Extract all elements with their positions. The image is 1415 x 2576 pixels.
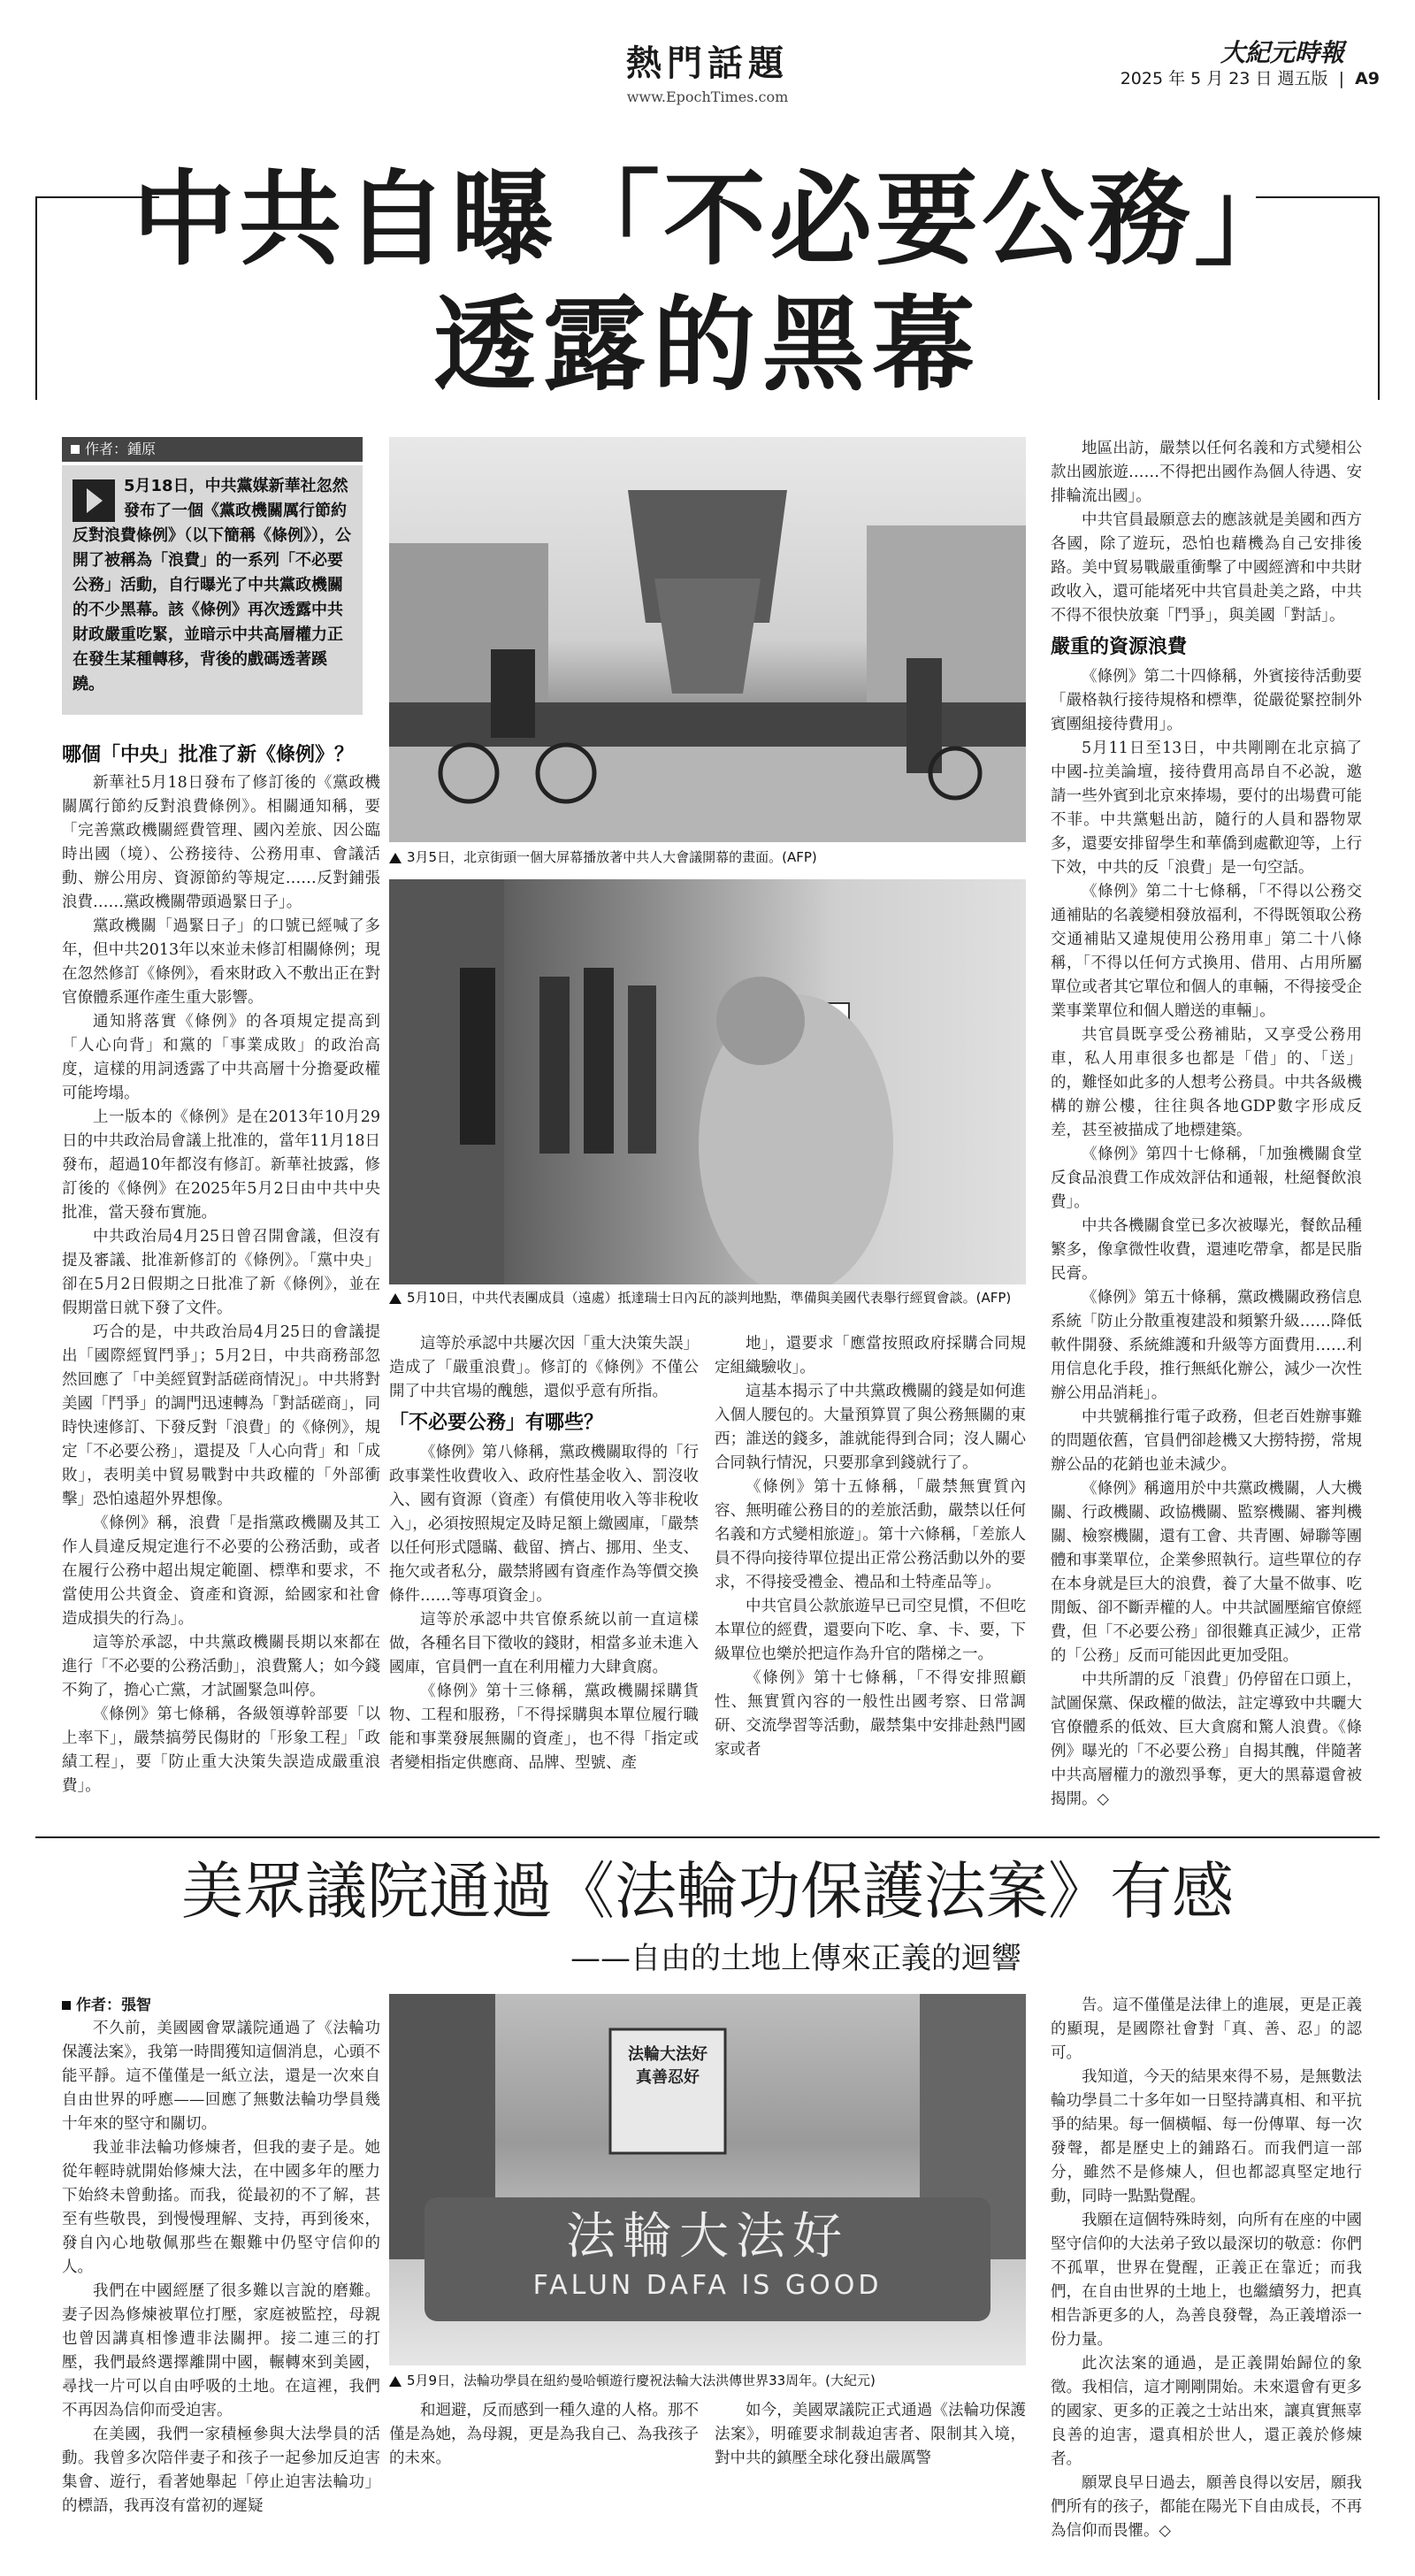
photo-beijing-screen (389, 437, 1026, 842)
article2-column-4 (1051, 1994, 1362, 2551)
paragraph: 5月11日至13日，中共剛剛在北京搞了中國-拉美論壇，接待費用高昂自不必說，邀請一些外賓到北京來捧場，要付的出場費可能不菲。中共黨魁出訪，隨行的人員和器物眾多，還要安排留學生和華僑到處歡迎等，上行下效，中共的反「浪費」是一句空話。 (1051, 740, 1362, 877)
page-number: A9 (1355, 69, 1380, 88)
headline-frame-right-v (1378, 196, 1380, 400)
paragraph: 巧合的是，中共政治局4月25日的會議提出「國際經貿鬥爭」；5月2日，中共商務部忽然回應了「中美經貿對話磋商情況」。中共將對美國「鬥爭」的調門迅速轉為「對話磋商」，同時快速修訂、下發反對「浪費」的《條例》，規定「不必要公務」，還提及「人心向背」和「成敗」，表明美中貿易戰對中共政權的「外部衝擊」恐怕遠超外界想像。 (62, 1323, 380, 1508)
brand-logo: 大紀元時報 (1220, 38, 1344, 67)
paragraph: 和迴避，反而感到一種久違的人格。那不僅是為她，為母親，更是為我自己、為我孩子的未來。 (389, 2402, 699, 2467)
paragraph: 中共所謂的反「浪費」仍停留在口頭上，試圖保黨、保政權的做法，註定導致中共曬大官僚體系的低效、巨大貪腐和驚人浪費。《條例》曝光的「不必要公務」自揭其醜，伴隨著中共高層權力的激烈爭奪，更大的黑幕還會被揭開。◇ (1051, 1671, 1362, 1808)
subhead-which-central: 哪個「中央」批准了新《條例》？ (62, 744, 355, 766)
headline-frame-left-v (35, 196, 37, 400)
paragraph: 《條例》第八條稱，黨政機關取得的「行政事業性收費收入、政府性基金收入、罰沒收入、國有資源（資產）有償使用收入等非稅收入」，必須按照規定及時足額上繳國庫，「嚴禁以任何形式隱瞞、截留、擠占、挪用、坐支、拖欠或者私分，嚴禁將國有資產作為等價交換條件……等專項資金」。 (389, 1444, 699, 1605)
article2-author: 作者：張智 (62, 1994, 380, 2017)
photo2-caption: 5月10日，中共代表團成員（遠處）抵達瑞士日內瓦的談判地點，準備與美國代表舉行經貿會談。(AFP) (389, 1288, 1026, 1307)
parade-banner-text-en: FALUN DAFA IS GOOD (532, 2270, 883, 2301)
website-url: www.EpochTimes.com (626, 88, 789, 105)
photo3-caption: 5月9日，法輪功學員在紐約曼哈頓遊行慶祝法輪大法洪傳世界33周年。(大紀元) (389, 2371, 1026, 2390)
paragraph: 這基本揭示了中共黨政機關的錢是如何進入個人腰包的。大量預算買了與公務無關的東西；誰送的錢多，誰就能得到合同；沒人關心合同執行情況，只要那拿到錢就行了。 (715, 1383, 1026, 1472)
paragraph: 我們在中國經歷了很多難以言說的磨難。妻子因為修煉被單位打壓，家庭被監控，母親也曾因講真相慘遭非法關押。接二連三的打壓，我們最終選擇離開中國，輾轉來到美國，尋找一片可以自由呼吸的土地。在這裡，我們不再因為信仰而受迫害。 (62, 2282, 380, 2419)
paragraph: 我並非法輪功修煉者，但我的妻子是。她從年輕時就開始修煉大法，在中國多年的壓力下始終未曾動搖。而我，從最初的不了解，甚至有些敬畏，到慢慢理解、支持，再到後來，發自內心地敬佩那些在艱難中仍堅守信仰的人。 (62, 2139, 380, 2276)
paragraph: 《條例》第五十條稱，黨政機關政務信息系統「防止分散重複建設和頻繁升級……降低軟件開發、系統維護和升級等方面費用……利用信息化手段，推行無紙化辦公，減少一次性辦公用品消耗」。 (1051, 1289, 1362, 1402)
paragraph: 不久前，美國國會眾議院通過了《法輪功保護法案》，我第一時間獲知這個消息，心頭不能平靜。這不僅僅是一紙立法，還是一次來自自由世界的呼應——回應了無數法輪功學員幾十年來的堅守和關切。 (62, 2020, 380, 2133)
paragraph: 通知將落實《條例》的各項規定提高到「人心向背」和黨的「事業成敗」的政治高度，這樣的用詞透露了中共高層十分擔憂政權可能垮塌。 (62, 1013, 380, 1102)
paragraph: 《條例》第十七條稱，「不得安排照顧性、無實質內容的一般性出國考察、日常調研、交流學習等活動，嚴禁集中安排赴熱門國家或者 (715, 1669, 1026, 1759)
paragraph: 《條例》稱適用於中共黨政機關，人大機關、行政機關、政協機關、監察機關、審判機關、檢察機關，還有工會、共青團、婦聯等團體和事業單位，企業參照執行。這些單位的存在本身就是巨大的浪費，養了大量不做事、吃閒飯、卻不斷弄權的人。中共試圖壓縮官僚經費，但「不必要公務」卻很難真正減少，正常的「公務」反而可能因此更加受阻。 (1051, 1480, 1362, 1665)
paragraph: 《條例》第七條稱，各級領導幹部要「以上率下」，嚴禁搞勞民傷財的「形象工程」「政績工程」，要「防止重大決策失誤造成嚴重浪費」。 (62, 1706, 380, 1795)
paragraph: 中共官員公款旅遊早已司空見慣，不但吃本單位的經費，還要向下吃、拿、卡、要，下級單位也樂於把這作為升官的階梯之一。 (715, 1598, 1026, 1663)
lede-arrow-icon (73, 479, 115, 522)
paragraph: 共官員既享受公務補貼，又享受公務用車，私人用車很多也都是「借」的、「送」的，難怪如此多的人想考公務員。中共各級機構的辦公樓，往往與各地GDP數字形成反差，甚至被描成了地標建築。 (1051, 1026, 1362, 1139)
paragraph: 這等於承認中共官僚系統以前一直這樣做，各種名目下徵收的錢財，相當多並未進入國庫，官員們一直在利用權力大肆貪腐。 (389, 1611, 699, 1676)
date-text: 2025 年 5 月 23 日 週五版 (1120, 69, 1328, 88)
paragraph: 中共官員最願意去的應該就是美國和西方各國，除了遊玩，恐怕也藉機為自己安排後路。美中貿易戰嚴重衝擊了中國經濟和中共財政收入，還可能堵死中共官員赴美之路，中共不得不很快放棄「鬥爭」，與美國「對話」。 (1051, 511, 1362, 625)
paragraph: 上一版本的《條例》是在2013年10月29日的中共政治局會議上批准的，當年11月18日發布，超過10年都沒有修訂。新華社披露，修訂後的《條例》在2025年5月2日由中共中央批准，當天發布實施。 (62, 1108, 380, 1222)
paragraph: 《條例》第四十七條稱，「加強機關食堂反食品浪費工作成效評估和通報，杜絕餐飲浪費」。 (1051, 1146, 1362, 1211)
subhead-unnecessary-affairs: 「不必要公務」有哪些？ (389, 1412, 604, 1434)
article2-column-1 (62, 2017, 380, 2548)
issue-date: 2025 年 5 月 23 日 週五版 | A9 (1120, 69, 1380, 88)
parade-sign-text: 法輪大法好 真善忍好 (628, 2045, 708, 2087)
paragraph: 在美國，我們一家積極參與大法學員的活動。我曾多次陪伴妻子和孩子一起參加反迫害集會、遊行，看著她舉起「停止迫害法輪功」的標語，我再沒有當初的遲疑 (62, 2426, 380, 2515)
paragraph: 中共政治局4月25日曾召開會議，但沒有提及審議、批准新修訂的《條例》。「黨中央」卻在5月2日假期之日批准了新《條例》，並在假期當日就下發了文件。 (62, 1228, 380, 1317)
paragraph: 《條例》第十五條稱，「嚴禁無實質內容、無明確公務目的的差旅活動，嚴禁以任何名義和方式變相旅遊」。第十六條稱，「差旅人員不得向接待單位提出正常公務活動以外的要求，不得接受禮金、禮品和土特產品等」。 (715, 1478, 1026, 1591)
article-divider (35, 1836, 1380, 1838)
paragraph: 《條例》第二十四條稱，外賓接待活動要「嚴格執行接待規格和標準，從嚴從緊控制外賓團組接待費用」。 (1051, 668, 1362, 733)
paragraph: 告。這不僅僅是法律上的進展，更是正義的顯現，是國際社會對「真、善、忍」的認可。 (1051, 1997, 1362, 2062)
paragraph: 黨政機關「過緊日子」的口號已經喊了多年，但中共2013年以來並未修訂相關條例；現在忽然修訂《條例》，看來財政入不敷出正在對官僚體系運作產生重大影響。 (62, 917, 380, 1007)
paragraph: 此次法案的通過，是正義開始歸位的象徵。我相信，這才剛剛開始。未來還會有更多的國家、更多的正義之士站出來，讓真實無辜良善的迫害，還真相於世人，還正義於修煉者。 (1051, 2355, 1362, 2468)
photo-falun-parade (389, 1994, 1026, 2365)
paragraph: 地區出訪，嚴禁以任何名義和方式變相公款出國旅遊……不得把出國作為個人待遇、安排輪流出國」。 (1051, 440, 1362, 505)
paragraph: 我願在這個特殊時刻，向所有在座的中國堅守信仰的大法弟子致以最深切的敬意：你們不孤單，世界在覺醒，正義正在靠近；而我們，在自由世界的土地上，也繼續努力，把真相告訴更多的人，為善良發聲，為正義增添一份力量。 (1051, 2212, 1362, 2349)
photo-geneva-delegation (389, 879, 1026, 1284)
article1-column-4 (1051, 437, 1362, 1817)
lede-text: 5月18日，中共黨媒新華社忽然發布了一個《黨政機關厲行節約反對浪費條例》（以下簡稱《條例》），公開了被稱為「浪費」的一系列「不必要公務」活動，自行曝光了中共黨政機關的不少黑幕。該《條例》再次透露中共財政嚴重吃緊，並暗示中共高層權力正在發生某種轉移，背後的戲碼透著蹊蹺。 (73, 477, 351, 694)
paragraph: 《條例》第十三條稱，黨政機關採購貨物、工程和服務，「不得採購與本單位履行職能和事業發展無關的資產」，也不得「指定或者變相指定供應商、品牌、型號、產 (389, 1683, 699, 1772)
paragraph: 《條例》第二十七條稱，「不得以公務交通補貼的名義變相發放福利，不得既領取公務交通補貼又違規使用公務用車」第二十八條稱，「不得以任何方式換用、借用、占用所屬單位或者其它單位和個人的車輛，不得接受企業事業單位和個人贈送的車輛」。 (1051, 883, 1362, 1020)
paragraph: 願眾良早日過去，願善良得以安居，願我們所有的孩子，都能在陽光下自由成長，不再為信仰而畏懼。◇ (1051, 2474, 1362, 2540)
paragraph: 這等於承認，中共黨政機關長期以來都在進行「不必要的公務活動」，浪費驚人；如今錢不夠了，擔心亡黨，才試圖緊急叫停。 (62, 1634, 380, 1699)
paragraph: 《條例》稱，浪費「是指黨政機關及其工作人員違反規定進行不必要的公務活動，或者在履行公務中超出規定範圍、標準和要求，不當使用公共資金、資產和資源，給國家和社會造成損失的行為」。 (62, 1514, 380, 1628)
article2-column-2 (389, 2399, 699, 2558)
paragraph: 地」，還要求「應當按照政府採購合同規定組織驗收」。 (715, 1335, 1026, 1376)
paragraph: 中共號稱推行電子政務，但老百姓辦事難的問題依舊，官員們卻趁機又大撈特撈，常規辦公品的花銷也並未減少。 (1051, 1408, 1362, 1474)
subhead-resource-waste: 嚴重的資源浪費 (1051, 636, 1188, 658)
section-title: 熱門話題 (626, 43, 789, 84)
author-name: 作者：鍾原 (85, 441, 157, 457)
article2-column-3 (715, 2399, 1026, 2558)
parade-banner-text: 法輪大法好 (566, 2208, 849, 2266)
paragraph: 這等於承認中共屢次因「重大決策失誤」造成了「嚴重浪費」。修訂的《條例》不僅公開了中共官場的醜態，還似乎意有所指。 (389, 1335, 699, 1400)
paragraph: 中共各機關食堂已多次被曝光，餐飲品種繁多，像拿微性收費，還連吃帶拿，都是民脂民膏。 (1051, 1217, 1362, 1283)
article1-column-2 (389, 1332, 699, 1817)
article1-column-1 (62, 771, 380, 1817)
paragraph: 我知道，今天的結果來得不易，是無數法輪功學員二十多年如一日堅持講真相、和平抗爭的結果。每一個橫幅、每一份傳單、每一次發聲，都是歷史上的鋪路石。而我們這一部分，雖然不是修煉人，但也都認真堅定地行動，同時一點點覺醒。 (1051, 2068, 1362, 2205)
article2-subhead: ——自由的土地上傳來正義的迴響 (570, 1941, 1021, 1976)
article1-column-3 (715, 1332, 1026, 1817)
article2-headline: 美眾議院通過《法輪功保護法案》有感 (181, 1855, 1234, 1928)
paragraph: 新華社5月18日發布了修訂後的《黨政機關厲行節約反對浪費條例》。相關通知稱，要「完善黨政機關經費管理、國內差旅、因公臨時出國（境）、公務接待、公務用車、會議活動、辦公用房、資源節約等規定……反對鋪張浪費……黨政機關帶頭過緊日子」。 (62, 774, 380, 911)
lede-box (62, 465, 363, 715)
paragraph: 如今，美國眾議院正式通過《法輪功保護法案》，明確要求制裁迫害者、限制其入境，對中共的鎮壓全球化發出嚴厲警 (715, 2402, 1026, 2467)
photo1-caption: 3月5日，北京街頭一個大屏幕播放著中共人大會議開幕的畫面。(AFP) (389, 847, 1026, 867)
headline-line-1: 中共自曝「不必要公務」 (133, 159, 1300, 280)
headline-line-2: 透露的黑幕 (433, 285, 982, 405)
author-bar (62, 437, 363, 462)
